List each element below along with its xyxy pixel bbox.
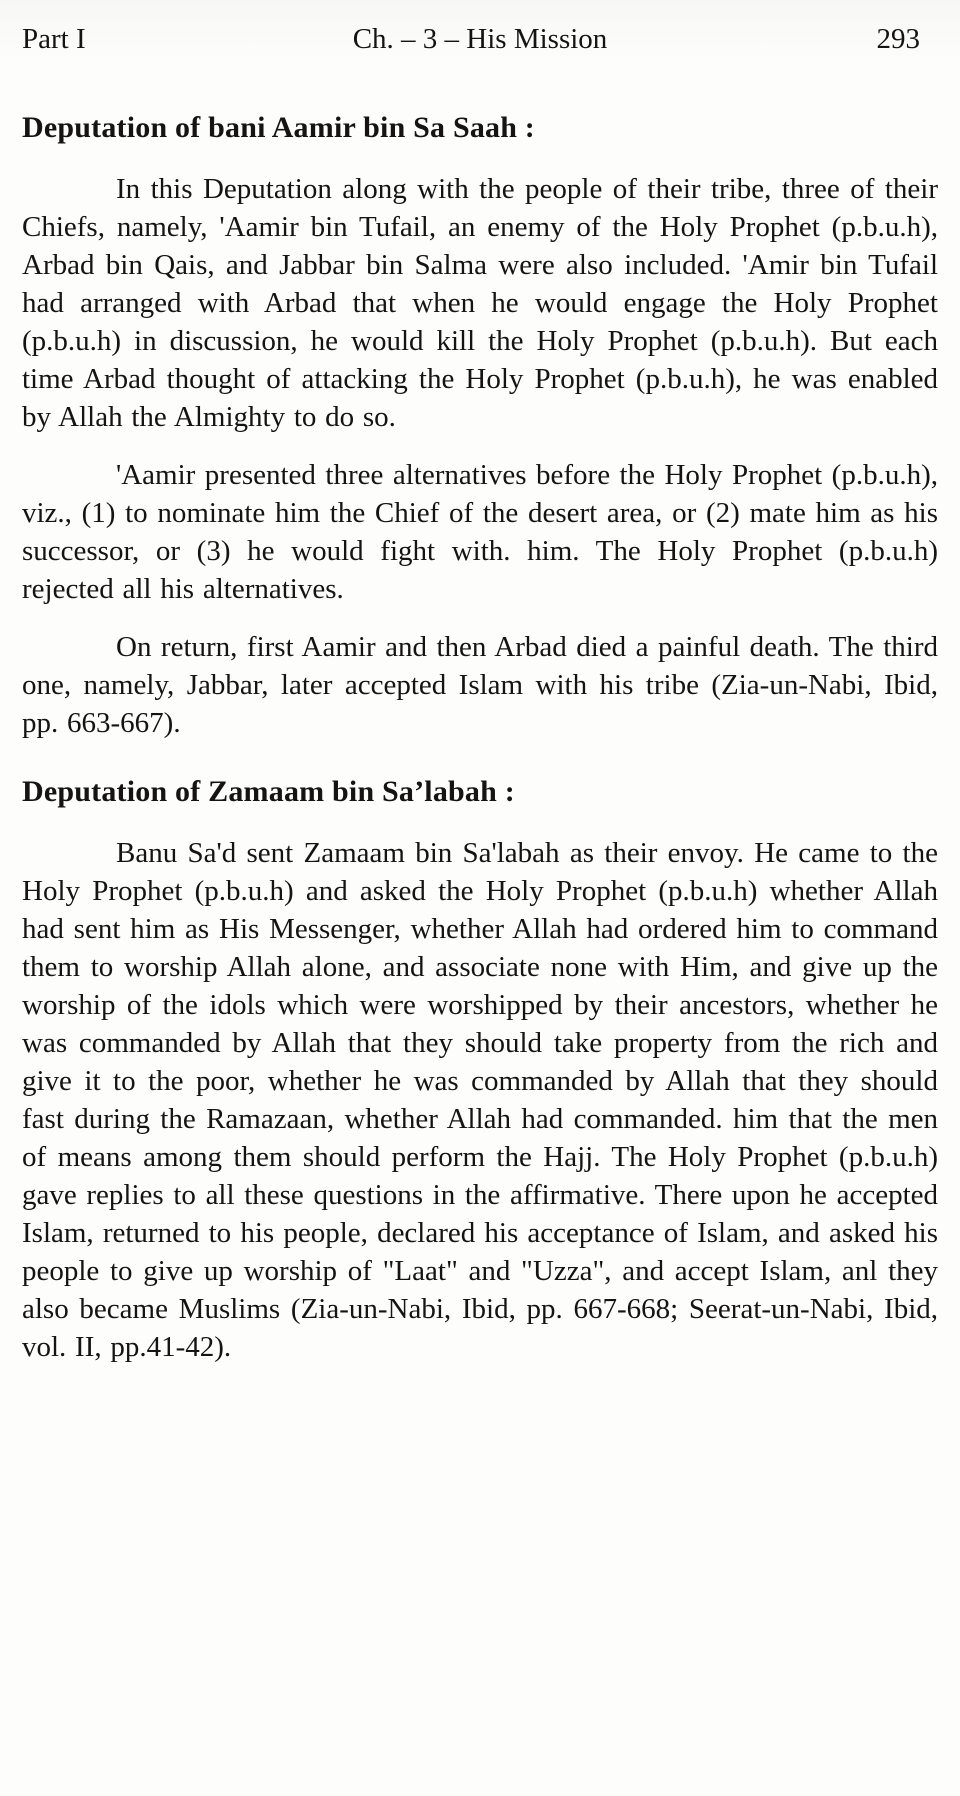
page-header: [22, 20, 938, 58]
paragraph: Banu Sa'd sent Zamaam bin Sa'labah as their envoy. He came to the Holy Prophet (p.b.u.h) and asked the Holy Prophet (p.b.u.h) whether Allah had sent him as His Messenger, whether Allah had ordered him to command them to worship Allah alone, and associate none with Him, and give up the worship of the idols which were worshipped by their ancestors, whether he was commanded by Allah that they should take property from the rich and give it to the poor, whether he was commanded by Allah that they should fast during the Ramazaan, whether Allah had commanded. him that the men of means among them should perform the Hajj. The Holy Prophet (p.b.u.h) gave replies to all these questions in the affirmative. There upon he accepted Islam, returned to his people, declared his acceptance of Islam, and asked his people to give up worship of "Laat" and "Uzza", and accept Islam, anl they also became Muslims (Zia-un-Nabi, Ibid, pp. 667-668; Seerat-un-Nabi, Ibid, vol. II, pp.41-42).: [22, 837, 938, 1363]
section-deputation-zamaam: [22, 772, 938, 1366]
paragraph: On return, first Aamir and then Arbad died a painful death. The third one, namely, Jabbar, later accepted Islam with his tribe (Zia-un-Nabi, Ibid, pp. 663-667).: [22, 631, 938, 739]
section-heading: Deputation of Zamaam bin Sa’labah :: [22, 775, 515, 808]
paragraph: In this Deputation along with the people of their tribe, three of their Chiefs, namely, 'Aamir bin Tufail, an enemy of the Holy Prophet (p.b.u.h), Arbad bin Qais, and Jabbar bin Salma were also included. 'Amir bin Tufail had arranged with Arbad that when he would engage the Holy Prophet (p.b.u.h) in discussion, he would kill the Holy Prophet (p.b.u.h). But each time Arbad thought of attacking the Holy Prophet (p.b.u.h), he was enabled by Allah the Almighty to do so.: [22, 173, 938, 433]
part-label: Part I: [22, 23, 86, 55]
page-number: 293: [876, 23, 920, 55]
section-heading: Deputation of bani Aamir bin Sa Saah :: [22, 111, 536, 144]
chapter-title: Ch. – 3 – His Mission: [352, 23, 608, 55]
paragraph: 'Aamir presented three alternatives before the Holy Prophet (p.b.u.h), viz., (1) to nominate him the Chief of the desert area, or (2) mate him as his successor, or (3) he would fight with. him. The Holy Prophet (p.b.u.h) rejected all his alternatives.: [22, 459, 938, 605]
section-deputation-bani-aamir: [22, 108, 938, 742]
